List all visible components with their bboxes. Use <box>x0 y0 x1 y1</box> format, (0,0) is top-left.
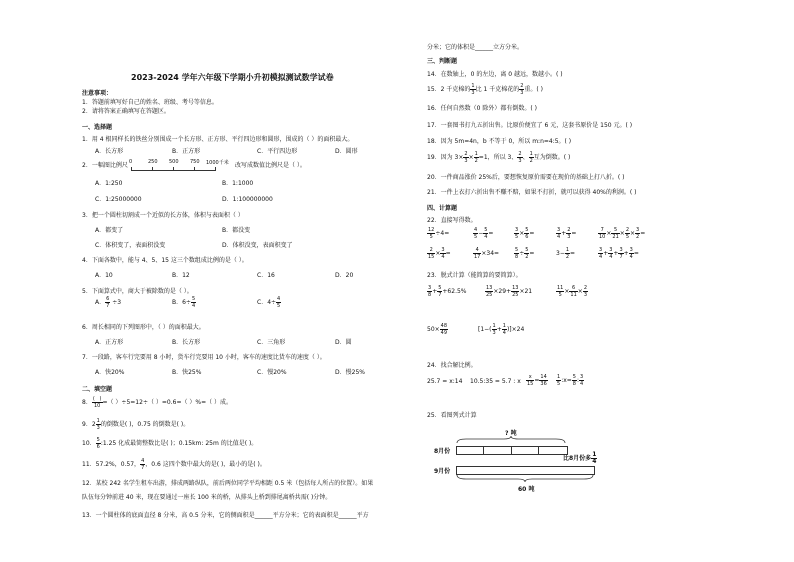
q1-option-b: B．正方形 <box>172 148 201 155</box>
calc-item: $\frac{4}{17}$ ×34= <box>474 247 500 260</box>
question-16: 16．任何自然数（0 除外）都有倒数。( ) <box>427 105 537 112</box>
q11-label: 11．57.2%，0.57， <box>82 461 141 468</box>
month-9-label: 9月份 <box>434 468 451 475</box>
question-6: 6．周长相同的下列图形中，（ ）的面积最大。 <box>82 324 205 331</box>
q6-option-a: A．正方形 <box>95 339 124 346</box>
q1-option-d: D．圆形 <box>335 148 358 155</box>
question-24: 24．找合解比例。 <box>427 362 477 369</box>
q9-tail: 的倒数是( )，0.75 的倒数是( )。 <box>100 421 190 428</box>
q4-option-d: D．20 <box>335 272 354 279</box>
proportion-a: 25.7 = x:14 <box>427 378 463 385</box>
q2-option-d: D．1:100000000 <box>222 196 273 203</box>
question-2 <box>82 160 128 169</box>
section-calc: 四、计算题 <box>427 205 458 212</box>
bottom-brace <box>456 474 594 482</box>
fraction: $\frac{2}{3}$ <box>520 83 524 96</box>
calc-item: $\frac{3}{4}$ + $\frac{3}{4}$ + $\frac{3}{7}$ + $\frac{3}{4}$ = <box>599 247 639 260</box>
notice-heading: 注意事项： <box>82 90 113 97</box>
question-18: 18．因为 5m=4n，b 不等于 0，所以 m:n=4:5。( ) <box>427 138 572 145</box>
q5-c-label: C．4÷ <box>257 299 277 306</box>
section-choice: 一、选择题 <box>82 124 113 131</box>
q6-option-c: C．三角形 <box>257 339 286 346</box>
fraction: $\frac{6}{7}$ <box>106 296 110 309</box>
scale-tick-1000: 1000千米 <box>206 160 229 166</box>
q5-a-label: A． <box>95 299 106 306</box>
fraction: $\frac{1}{2}$ <box>474 151 478 164</box>
question-22: 22．直接写得数。 <box>427 217 477 224</box>
scale-tick-0: 0 <box>129 159 133 165</box>
q7-option-a: A．快20% <box>95 369 125 376</box>
q5-b-label: B．6÷ <box>172 299 191 306</box>
q10-tail: :1.25 化成最简整数比是( )；0.15km: 25m 的比值是( )。 <box>100 440 258 447</box>
q3-option-d: D．体积没变，表面积变了 <box>222 242 293 249</box>
question-7: 7．一段路，客车行完要用 8 小时，货车行完要用 10 小时，客车的速度比货车的速度（ ）。 <box>82 354 326 361</box>
q19-pre: 19．因为 3× <box>427 154 464 161</box>
calc-item: $\frac{4}{5}$ − $\frac{5}{4}$ = <box>474 227 494 240</box>
calc-item: $\frac{3}{8}$ + $\frac{5}{7}$ +62.5% <box>428 285 467 298</box>
notice-item-2: 2．请将答案正确填写在答题区。 <box>82 108 170 115</box>
question-4: 4．下面各数中，能与 4、5、15 这三个数组成比例的是（ ）。 <box>82 257 248 264</box>
q6-option-d: D．圆 <box>335 339 352 346</box>
top-brace <box>456 436 566 444</box>
more-than-text: 比8月份多 <box>563 455 592 462</box>
question-19: 19．因为 3× $\frac{2}{3}$ × $\frac{1}{2}$ =1，所以 3、 $\frac{2}{3}$ 、 $\frac{1}{2}$ 互为倒数。( ) <box>427 151 571 164</box>
page-title: 2023-2024 学年六年级下学期小升初模拟测试数学试卷 <box>131 73 334 82</box>
q7-option-d: D．慢25% <box>335 369 365 376</box>
question-14: 14．在数轴上，0 的左边，离 0 越远，数越小。( ) <box>427 71 563 78</box>
question-25: 25．看图列式计算 <box>427 412 477 419</box>
q1-option-c: C．平行四边形 <box>257 148 298 155</box>
scale-tick-250: 250 <box>148 159 158 165</box>
question-15 <box>427 83 543 96</box>
fraction: $\frac{2}{3}$ <box>464 151 468 164</box>
question-23: 23．脱式计算（能简算的要简算）。 <box>427 272 522 279</box>
question-3: 3．把一个圆柱切割成一个近似的长方体，体积与表面积（ ） <box>82 212 244 219</box>
q5-option-b <box>172 296 196 309</box>
q19-post: 互为倒数。( ) <box>533 154 571 161</box>
fraction: $\frac{( )}{10}$ <box>92 396 102 409</box>
calc-item: $\frac{12}{5}$ ÷4= <box>428 227 450 240</box>
q4-option-a: A．10 <box>95 272 113 279</box>
q15-post: 重。( ) <box>524 86 543 93</box>
diagram-top-label: ? 吨 <box>505 430 517 437</box>
q3-option-a: A．都变了 <box>95 227 124 234</box>
question-10 <box>82 437 257 450</box>
calc-item: [1−( $\frac{1}{3}$ + $\frac{1}{4}$ )]×24 <box>478 323 525 336</box>
question-13-continued: 分米；它的体积是______立方分米。 <box>427 44 524 51</box>
proportion-d: $\frac{1}{5}$ :x= $\frac{5}{8}$ : $\frac{3}{4}$ <box>557 374 584 387</box>
q11-tail: ，0.6 这四个数中最大的是( )，最小的是( )。 <box>145 461 266 468</box>
q6-option-b: B．长方形 <box>172 339 201 346</box>
q3-option-b: B．都没变 <box>222 227 251 234</box>
q2-prefix: 2．一幅图比例尺 <box>82 162 128 169</box>
month-8-label: 8月份 <box>434 448 451 455</box>
question-5: 5．下面算式中，商大于被除数的是（ ）。 <box>82 288 193 295</box>
question-13: 13．一个圆柱体的底面直径 8 分米，高 0.5 分米，它的侧面积是______平方分米；它的表面积是______平方 <box>82 512 369 519</box>
calc-item: $\frac{2}{15}$ × $\frac{3}{4}$ = <box>428 247 451 260</box>
proportion-b: 10.5:35 = 5.7 : x <box>470 378 521 385</box>
q15-pre: 15．2 千克棉的 <box>427 86 471 93</box>
fraction: $\frac{1}{3}$ <box>96 418 100 431</box>
question-17: 17．一套图书打九五折出售。比原价便宜了 6 元，这套书原价是 150 元。( ) <box>427 122 633 129</box>
fraction: $\frac{4}{5}$ <box>277 296 281 309</box>
q5-option-c <box>257 296 281 309</box>
calc-item: $\frac{11}{5}$ × $\frac{6}{11}$ × $\frac{2}{3}$ <box>557 285 587 298</box>
fraction: $\frac{4}{7}$ <box>141 458 145 471</box>
q19-mid: =1，所以 3、 <box>478 154 518 161</box>
q7-option-b: B．快25% <box>172 369 202 376</box>
proportion-c: $\frac{x}{15}$ = $\frac{14}{36}$ <box>527 374 547 387</box>
fraction: $\frac{1}{3}$ <box>471 83 475 96</box>
scale-tick-500: 500 <box>169 159 179 165</box>
q8-label: 8． <box>82 399 92 406</box>
q1-option-a: A．长方形 <box>95 148 124 155</box>
q5-option-a: A． $\frac{6}{7}$ ÷3 <box>95 296 122 309</box>
fraction: $\frac{1}{2}$ <box>529 151 533 164</box>
q2-option-b: B．1:1000 <box>222 180 254 187</box>
calc-item: $\frac{3}{5}$ × $\frac{5}{6}$ = <box>515 227 535 240</box>
q4-option-b: B．12 <box>172 272 190 279</box>
question-20: 20．一件商品涨价 25%后，要想恢复原价需要在现价的基础上打八折。( ) <box>427 174 625 181</box>
fraction: $\frac{2}{3}$ <box>518 151 522 164</box>
question-21: 21．一件上衣打六折出售不赚不赔，如果不打折，就可以获得 40%的利润。( ) <box>427 189 637 196</box>
section-fill: 二、填空题 <box>82 386 113 393</box>
total-label: 60 吨 <box>518 486 535 493</box>
q2-option-c: C．1:25000000 <box>95 196 142 203</box>
calc-item: $\frac{5}{8}$ ÷ $\frac{5}{2}$ = <box>515 247 535 260</box>
calc-item: 50× $\frac{48}{49}$ <box>427 323 448 336</box>
q2-suffix: 改写成数值比例尺是（ ）。 <box>235 162 306 169</box>
calc-item: $\frac{7}{10}$ × $\frac{5}{21}$ × $\frac{2}{5}$ × $\frac{3}{2}$ = <box>599 227 646 240</box>
q8-tail: =（ ）÷5=12÷（ ）=0.6=（ ）%=（ ）成。 <box>102 399 233 406</box>
q10-label: 10． <box>82 440 96 447</box>
calc-item: 3− $\frac{1}{2}$ = <box>556 247 576 260</box>
bar-august <box>456 446 568 455</box>
calc-item: $\frac{13}{25}$ ×29+ $\frac{13}{25}$ ×21 <box>486 285 533 298</box>
question-11 <box>82 458 266 471</box>
question-12-line1: 12．某校 242 名学生租车出游，排成两路纵队，前后两位同学平均相距 0.5 米（包括每人所占的位置）。如果 <box>82 480 374 487</box>
question-12-line2: 队伍每分钟前进 40 米，现在要通过一座长 100 米的桥，从排头上桥到排尾离桥共需( )分钟。 <box>82 494 332 501</box>
notice-item-1: 1．答题前填写好自己的姓名、班级、考号等信息。 <box>82 99 218 106</box>
scale-tick-750: 750 <box>190 159 200 165</box>
q4-option-c: C．16 <box>257 272 275 279</box>
fraction: $\frac{5}{4}$ <box>191 296 196 309</box>
more-than-label: 比8月份多 $\frac{1}{4}$ <box>563 451 597 465</box>
fraction: $\frac{5}{6}$ <box>96 437 100 450</box>
q9-label: 9．2 <box>82 421 96 428</box>
q15-mid: 比 1 千克棉花的 <box>475 86 520 93</box>
q3-option-c: C．体积变了，表面积没变 <box>95 242 166 249</box>
q2-option-a: A．1:250 <box>95 180 123 187</box>
question-9 <box>82 418 189 431</box>
calc-item: $\frac{3}{4}$ + $\frac{2}{3}$ = <box>557 227 577 240</box>
question-1: 1．用 4 根同样长的铁丝分别围成一个长方形、正方形、平行四边形和圆形，围成的（ ）的面积最大。 <box>82 136 354 143</box>
section-judge: 三、判断题 <box>427 58 458 65</box>
question-8 <box>82 396 232 409</box>
q7-option-c: C．慢20% <box>257 369 287 376</box>
